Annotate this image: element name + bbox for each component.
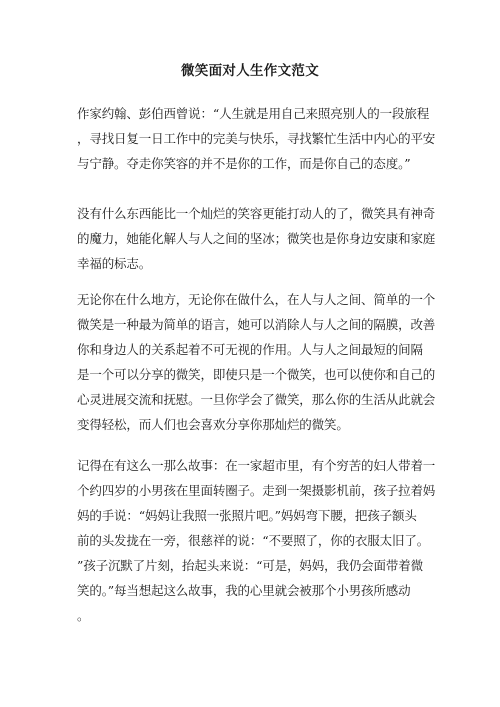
paragraph-line: 妈的手说：“妈妈让我照一张照片吧。”妈妈弯下腰，把孩子额头 bbox=[77, 508, 417, 523]
paragraph-line: 作家约翰、彭伯西曾说：“人生就是用自己来照亮别人的一段旅程 bbox=[77, 106, 430, 121]
paragraph-line: 笑的。”每当想起这么故事，我的心里就会被那个小男孩所感动 bbox=[77, 583, 411, 598]
paragraph-line: ”孩子沉默了片刻，抬起头来说：“可是，妈妈，我仍会面带着微 bbox=[77, 558, 423, 573]
document-title: 微笑面对人生作文范文 bbox=[181, 63, 319, 79]
paragraph-line: 变得轻松，而人们也会喜欢分享你那灿烂的微笑。 bbox=[77, 417, 349, 432]
paragraph-line: 心灵进展交流和抚慰。一旦你学会了微笑，那么你的生活从此就会 bbox=[77, 392, 436, 407]
paragraph-3 bbox=[77, 287, 436, 437]
paragraph-line: 微笑是一种最为简单的语言，她可以消除人与人之间的隔膜，改善 bbox=[77, 317, 436, 332]
paragraph-line: 。 bbox=[77, 608, 90, 623]
paragraph-line: 没有什么东西能比一个灿烂的笑容更能打动人的了，微笑具有神奇 bbox=[77, 206, 436, 221]
paragraph-4 bbox=[77, 453, 436, 628]
paragraph-line: 的魔力，她能化解人与人之间的坚冰；微笑也是你身边安康和家庭 bbox=[77, 231, 436, 246]
paragraph-line: 是一个可以分享的微笑，即使只是一个微笑，也可以使你和自己的 bbox=[77, 367, 436, 382]
paragraph-line: 前的头发拢在一旁，很慈祥的说：“不要照了，你的衣服太旧了。 bbox=[77, 533, 430, 548]
paragraph-line: 无论你在什么地方，无论你在做什么，在人与人之间、简单的一个 bbox=[77, 292, 436, 307]
paragraph-line: 与宁静。夺走你笑容的并不是你的工作，而是你自己的态度。” bbox=[77, 156, 411, 171]
paragraph-line: 幸福的标志。 bbox=[77, 256, 152, 271]
paragraph-line: 你和身边人的关系起着不可无视的作用。人与人之间最短的间隔 bbox=[77, 342, 423, 357]
paragraph-line: 记得在有这么一那么故事：在一家超市里，有个穷苦的妇人带着一 bbox=[77, 458, 436, 473]
paragraph-line: 个约四岁的小男孩在里面转圈子。走到一架摄影机前，孩子拉着妈 bbox=[77, 483, 436, 498]
paragraph-1 bbox=[77, 101, 436, 176]
paragraph-2 bbox=[77, 201, 436, 276]
paragraph-line: ，寻找日复一日工作中的完美与快乐，寻找繁忙生活中内心的平安 bbox=[77, 131, 436, 146]
